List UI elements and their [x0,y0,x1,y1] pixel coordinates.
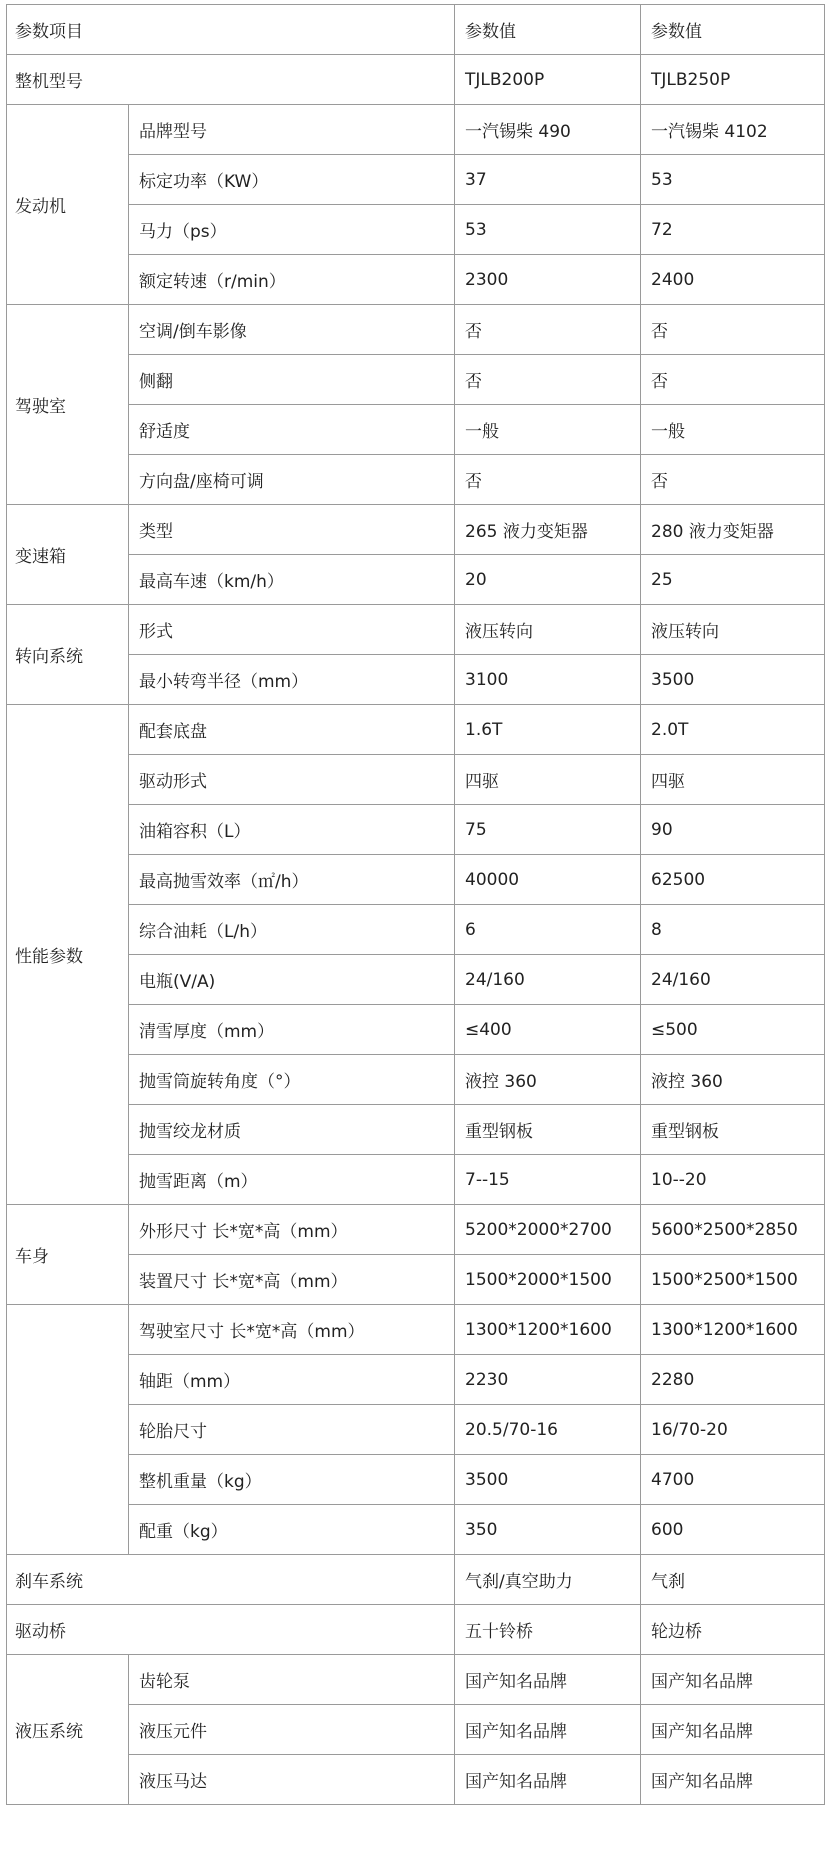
value-a-cell: ≤400 [455,1005,641,1055]
value-b-cell: 2280 [641,1355,825,1405]
item-label-cell: 驱动形式 [129,755,455,805]
table-row [7,1455,825,1505]
item-label-cell: 最高车速（km/h） [129,555,455,605]
item-label-cell: 抛雪距离（m） [129,1155,455,1205]
item-label-cell: 最高抛雪效率（㎡/h） [129,855,455,905]
value-a-cell: 国产知名品牌 [455,1755,641,1805]
value-b-cell: 2400 [641,255,825,305]
value-b-cell: 5600*2500*2850 [641,1205,825,1255]
header-value-b-cell: 参数值 [641,5,825,55]
value-a-cell: 否 [455,355,641,405]
value-a-cell: 五十铃桥 [455,1605,641,1655]
value-a-cell: 液压转向 [455,605,641,655]
group-label-cell: 变速箱 [7,505,129,605]
value-b-cell: 1300*1200*1600 [641,1305,825,1355]
table-row [7,1205,825,1255]
item-label-cell: 抛雪绞龙材质 [129,1105,455,1155]
value-b-cell: 液控 360 [641,1055,825,1105]
item-label-cell: 侧翻 [129,355,455,405]
item-label-cell: 马力（ps） [129,205,455,255]
value-b-cell: 否 [641,455,825,505]
table-row [7,205,825,255]
value-b-cell: 1500*2500*1500 [641,1255,825,1305]
header-value-a-cell: 参数值 [455,5,641,55]
item-label-cell: 额定转速（r/min） [129,255,455,305]
group-label-cell: 性能参数 [7,705,129,1205]
item-label-cell: 配套底盘 [129,705,455,755]
header-row [7,5,825,55]
item-label-cell: 抛雪筒旋转角度（°） [129,1055,455,1105]
value-a-cell: 3500 [455,1455,641,1505]
table-row [7,1105,825,1155]
table-row [7,155,825,205]
table-row [7,1355,825,1405]
table-row [7,55,825,105]
table-row [7,305,825,355]
item-label-cell: 轮胎尺寸 [129,1405,455,1455]
value-a-cell: 20 [455,555,641,605]
spec-table [6,4,825,1805]
table-row [7,1555,825,1605]
table-row [7,955,825,1005]
item-label-cell: 综合油耗（L/h） [129,905,455,955]
value-b-cell: 62500 [641,855,825,905]
table-row [7,905,825,955]
value-b-cell: 液压转向 [641,605,825,655]
value-b-cell: 重型钢板 [641,1105,825,1155]
value-b-cell: 4700 [641,1455,825,1505]
table-row [7,455,825,505]
item-label-cell: 液压马达 [129,1755,455,1805]
table-row [7,1705,825,1755]
value-b-cell: 一汽锡柴 4102 [641,105,825,155]
item-label-cell: 形式 [129,605,455,655]
group-label-cell: 液压系统 [7,1655,129,1805]
item-label-cell: 清雪厚度（mm） [129,1005,455,1055]
row-label-cell: 整机型号 [7,55,455,105]
value-a-cell: 53 [455,205,641,255]
value-a-cell: 1500*2000*1500 [455,1255,641,1305]
value-b-cell: 24/160 [641,955,825,1005]
value-b-cell: 280 液力变矩器 [641,505,825,555]
item-label-cell: 油箱容积（L） [129,805,455,855]
table-row [7,105,825,155]
table-row [7,605,825,655]
value-b-cell: 3500 [641,655,825,705]
table-row [7,1005,825,1055]
value-b-cell: 四驱 [641,755,825,805]
item-label-cell: 标定功率（KW） [129,155,455,205]
item-label-cell: 最小转弯半径（mm） [129,655,455,705]
value-b-cell: 2.0T [641,705,825,755]
value-a-cell: 气刹/真空助力 [455,1555,641,1605]
value-b-cell: 16/70-20 [641,1405,825,1455]
header-item-cell: 参数项目 [7,5,455,55]
item-label-cell: 轴距（mm） [129,1355,455,1405]
table-row [7,805,825,855]
value-b-cell: 53 [641,155,825,205]
table-row [7,1505,825,1555]
table-row [7,705,825,755]
item-label-cell: 驾驶室尺寸 长*宽*高（mm） [129,1305,455,1355]
value-a-cell: 国产知名品牌 [455,1705,641,1755]
value-a-cell: 1300*1200*1600 [455,1305,641,1355]
value-b-cell: 25 [641,555,825,605]
value-b-cell: 一般 [641,405,825,455]
value-b-cell: 600 [641,1505,825,1555]
row-label-cell: 驱动桥 [7,1605,455,1655]
table-row [7,855,825,905]
value-a-cell: 国产知名品牌 [455,1655,641,1705]
value-a-cell: 四驱 [455,755,641,805]
group-label-cell: 转向系统 [7,605,129,705]
value-a-cell: 液控 360 [455,1055,641,1105]
value-a-cell: TJLB200P [455,55,641,105]
value-b-cell: ≤500 [641,1005,825,1055]
item-label-cell: 外形尺寸 长*宽*高（mm） [129,1205,455,1255]
value-b-cell: 10--20 [641,1155,825,1205]
value-a-cell: 否 [455,455,641,505]
row-label-cell: 刹车系统 [7,1555,455,1605]
value-a-cell: 5200*2000*2700 [455,1205,641,1255]
value-a-cell: 265 液力变矩器 [455,505,641,555]
group-label-cell [7,1305,129,1555]
value-b-cell: 气刹 [641,1555,825,1605]
item-label-cell: 品牌型号 [129,105,455,155]
item-label-cell: 齿轮泵 [129,1655,455,1705]
value-a-cell: 2230 [455,1355,641,1405]
value-a-cell: 重型钢板 [455,1105,641,1155]
item-label-cell: 装置尺寸 长*宽*高（mm） [129,1255,455,1305]
item-label-cell: 整机重量（kg） [129,1455,455,1505]
group-label-cell: 发动机 [7,105,129,305]
value-a-cell: 一般 [455,405,641,455]
table-row [7,1055,825,1105]
table-row [7,1305,825,1355]
value-a-cell: 24/160 [455,955,641,1005]
value-a-cell: 否 [455,305,641,355]
value-a-cell: 20.5/70-16 [455,1405,641,1455]
value-b-cell: 72 [641,205,825,255]
value-b-cell: 90 [641,805,825,855]
value-a-cell: 37 [455,155,641,205]
item-label-cell: 舒适度 [129,405,455,455]
value-a-cell: 1.6T [455,705,641,755]
item-label-cell: 液压元件 [129,1705,455,1755]
value-a-cell: 2300 [455,255,641,305]
table-row [7,1755,825,1805]
value-b-cell: 轮边桥 [641,1605,825,1655]
group-label-cell: 驾驶室 [7,305,129,505]
value-a-cell: 6 [455,905,641,955]
table-row [7,505,825,555]
item-label-cell: 空调/倒车影像 [129,305,455,355]
value-a-cell: 75 [455,805,641,855]
item-label-cell: 电瓶(V/A) [129,955,455,1005]
value-b-cell: 否 [641,305,825,355]
value-b-cell: 国产知名品牌 [641,1705,825,1755]
table-row [7,1255,825,1305]
table-row [7,1605,825,1655]
value-a-cell: 7--15 [455,1155,641,1205]
value-a-cell: 40000 [455,855,641,905]
table-row [7,255,825,305]
value-b-cell: 否 [641,355,825,405]
table-row [7,1155,825,1205]
spec-table-body [7,5,825,1805]
value-b-cell: 8 [641,905,825,955]
group-label-cell: 车身 [7,1205,129,1305]
table-row [7,655,825,705]
value-a-cell: 一汽锡柴 490 [455,105,641,155]
value-b-cell: 国产知名品牌 [641,1755,825,1805]
item-label-cell: 类型 [129,505,455,555]
value-b-cell: 国产知名品牌 [641,1655,825,1705]
table-row [7,1655,825,1705]
table-row [7,555,825,605]
value-a-cell: 3100 [455,655,641,705]
value-b-cell: TJLB250P [641,55,825,105]
item-label-cell: 方向盘/座椅可调 [129,455,455,505]
value-a-cell: 350 [455,1505,641,1555]
table-row [7,355,825,405]
item-label-cell: 配重（kg） [129,1505,455,1555]
table-row [7,1405,825,1455]
table-row [7,755,825,805]
table-row [7,405,825,455]
